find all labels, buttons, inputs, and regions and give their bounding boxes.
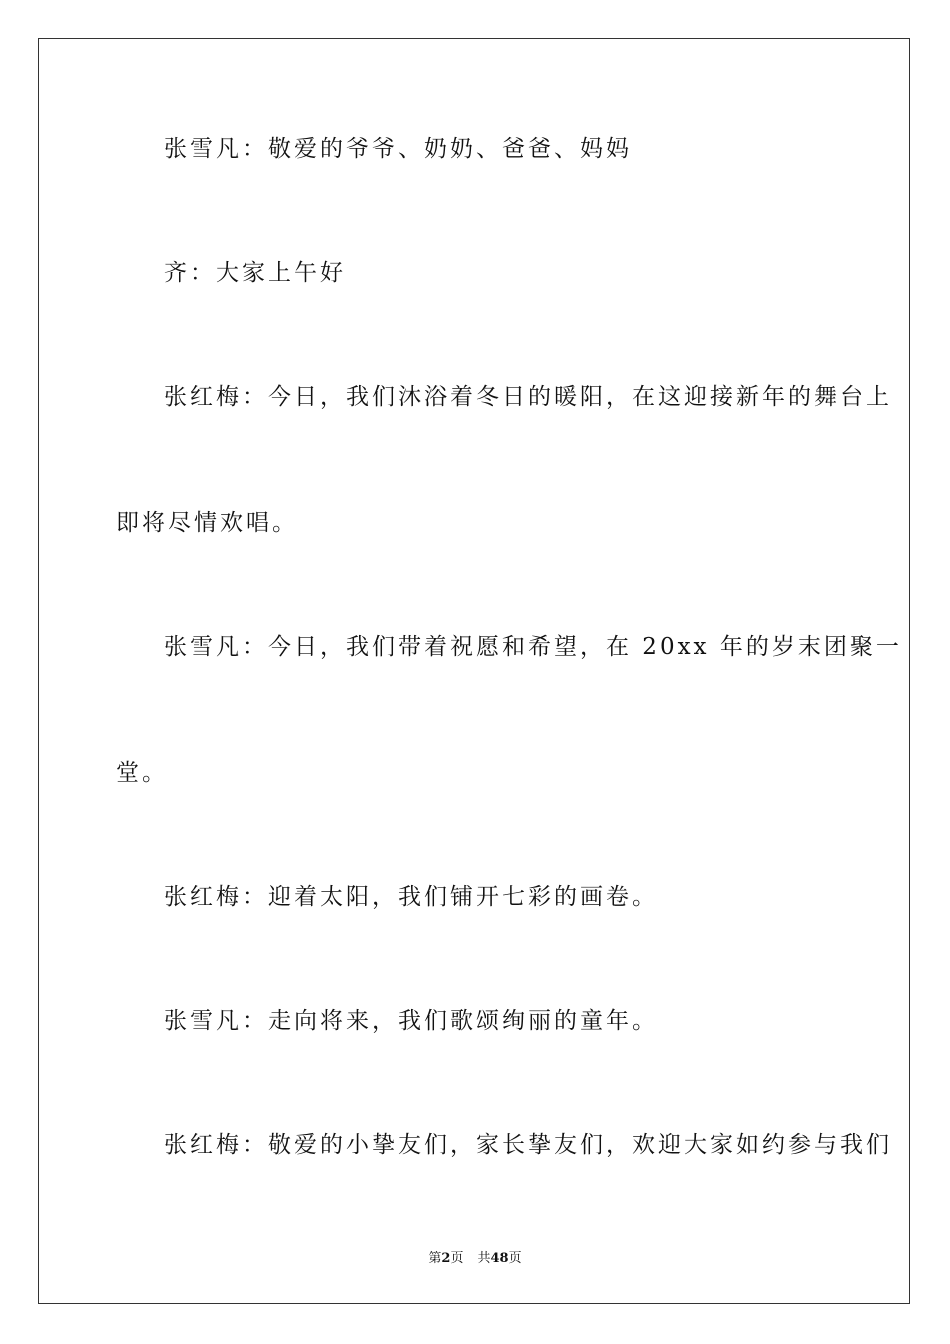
paragraph-3-line-1: 张红梅：今日，我们沐浴着冬日的暖阳，在这迎接新年的舞台上	[164, 384, 892, 410]
footer-page-prefix: 第	[428, 1251, 442, 1266]
page-footer	[0, 1247, 950, 1266]
footer-page-number: 2	[441, 1251, 451, 1266]
footer-total-pages: 48	[490, 1251, 509, 1266]
footer-total-suffix: 页	[508, 1251, 522, 1266]
paragraph-4-line-2: 堂。	[116, 760, 168, 786]
paragraph-3-line-2: 即将尽情欢唱。	[116, 510, 298, 536]
paragraph-4-line-1: 张雪凡：今日，我们带着祝愿和希望，在 20xx 年的岁末团聚一	[164, 634, 902, 660]
paragraph-2-line-1: 齐：大家上午好	[164, 260, 346, 286]
page-frame	[38, 38, 910, 1304]
footer-total-prefix: 共	[477, 1251, 491, 1266]
paragraph-1-line-1: 张雪凡：敬爱的爷爷、奶奶、爸爸、妈妈	[164, 136, 632, 162]
paragraph-5-line-1: 张红梅：迎着太阳，我们铺开七彩的画卷。	[164, 884, 658, 910]
paragraph-6-line-1: 张雪凡：走向将来，我们歌颂绚丽的童年。	[164, 1008, 658, 1034]
footer-page-suffix: 页	[450, 1251, 464, 1266]
paragraph-7-line-1: 张红梅：敬爱的小挚友们，家长挚友们，欢迎大家如约参与我们	[164, 1132, 892, 1158]
